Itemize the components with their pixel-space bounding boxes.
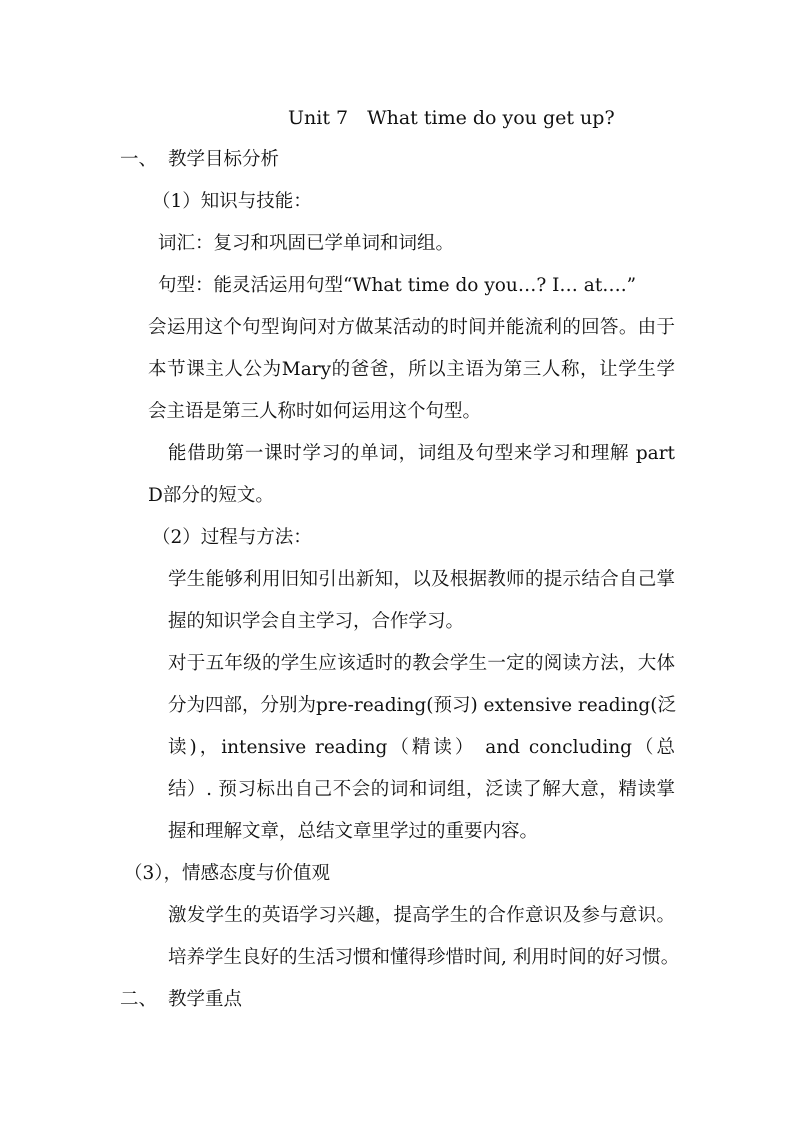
section-1-number: 一、 [120,149,158,170]
subsection-3-heading: （3），情感态度与价值观 [124,863,331,884]
process-line: 学生能够利用旧知引出新知，以及根据教师的提示结合自己掌 [168,569,675,590]
document-title: Unit 7 What time do you get up? [288,107,615,129]
sentence-pattern-line: 会运用这个句型询问对方做某活动的时间并能流利的回答。由于 [148,317,675,338]
sentence-pattern-line: 会主语是第三人称时如何运用这个句型。 [148,401,482,422]
sentence-pattern-line: 本节课主人公为Mary的爸爸，所以主语为第三人称，让学生学 [148,359,675,380]
section-2-number: 二、 [120,989,158,1010]
section-2-heading: 教学重点 [168,989,243,1010]
process-line: 握的知识学会自主学习，合作学习。 [168,611,465,632]
vocabulary-line: 词汇：复习和巩固已学单词和词组。 [158,233,455,254]
reading-method-line: 对于五年级的学生应该适时的教会学生一定的阅读方法，大体 [168,653,675,674]
reading-line: 能借助第一课时学习的单词，词组及句型来学习和理解 part [168,443,675,464]
reading-method-line: 握和理解文章，总结文章里学过的重要内容。 [168,821,539,842]
attitude-line: 培养学生良好的生活习惯和懂得珍惜时间, 利用时间的好习惯。 [168,947,680,968]
subsection-1-heading: （1）知识与技能： [152,191,312,212]
reading-method-line: 结）. 预习标出自己不会的词和词组，泛读了解大意，精读掌 [168,779,675,800]
attitude-line: 激发学生的英语学习兴趣，提高学生的合作意识及参与意识。 [168,905,675,926]
reading-method-line: 读)，intensive reading（精读） and concluding（总 [168,737,675,758]
reading-method-line: 分为四部，分别为pre-reading(预习) extensive reading(泛 [168,695,676,716]
sentence-pattern-line: 句型：能灵活运用句型“What time do you…? I… at….” [158,275,637,296]
subsection-2-heading: （2）过程与方法： [152,527,312,548]
section-1-heading: 教学目标分析 [168,149,280,170]
reading-line: D部分的短文。 [148,485,274,506]
